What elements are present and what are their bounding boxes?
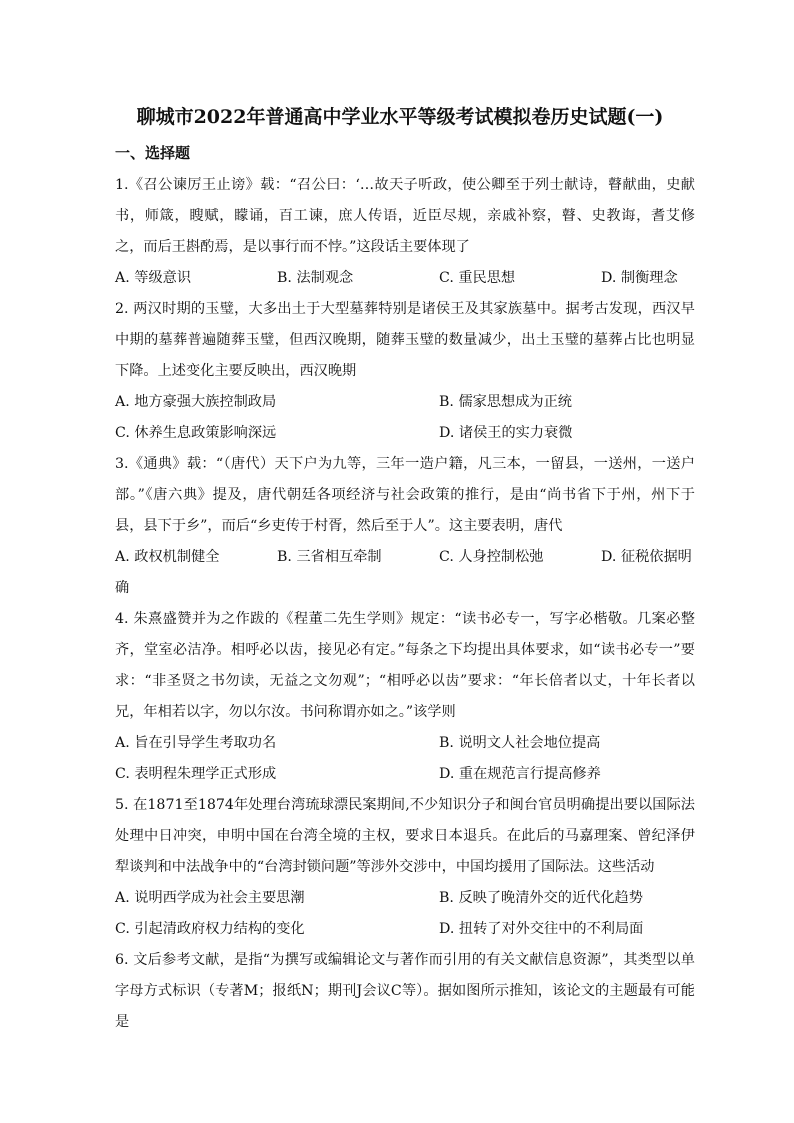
option-a[interactable]: A. 说明西学成为社会主要思潮: [115, 890, 305, 906]
option-d[interactable]: D. 诸侯王的实力衰微: [439, 425, 573, 441]
question-4-options-row2: [115, 759, 695, 790]
section-heading: 一、选择题: [115, 144, 191, 162]
question-3-stem: 3.《通典》载：“（唐代）天下户为九等，三年一造户籍，凡三本，一留县，一送州，一送户部。”《唐六典》提及，唐代朝廷各项经济与社会政策的推行，是由“尚书省下于州，州下于县，县下于乡”，而后“乡吏传于村胥，然后至于人”。这主要表明，唐代: [115, 456, 695, 534]
question-3-option-d-wrap: 确: [115, 580, 130, 596]
option-a[interactable]: A. 政权机制健全: [115, 549, 220, 565]
option-b[interactable]: B. 法制观念: [277, 270, 354, 286]
question-5-options-row2: [115, 914, 695, 945]
option-a[interactable]: A. 等级意识: [115, 270, 192, 286]
option-c[interactable]: C. 表明程朱理学正式形成: [115, 766, 277, 782]
question-1-stem: 1.《召公谏厉王止谤》载：“召公曰：‘…故天子听政，使公卿至于列士献诗，瞽献曲，史献书，师箴，瞍赋，矇诵，百工谏，庶人传语，近臣尽规，亲戚补察，瞽、史教诲，耆艾修之，而后王斟酌焉，是以事行而不悖。”这段话主要体现了: [115, 177, 695, 255]
question-2-stem: 2. 两汉时期的玉璧，大多出土于大型墓葬特别是诸侯王及其家族墓中。据考古发现，西汉早中期的墓葬普遍随葬玉璧，但西汉晚期，随葬玉璧的数量减少，出土玉璧的墓葬占比也明显下降。上述变化主要反映出，西汉晚期: [115, 301, 695, 379]
question-4-stem: 4. 朱熹盛赞并为之作跋的《程董二先生学则》规定：“读书必专一，写字必楷敬。几案必整齐，堂室必洁净。相呼必以齿，接见必有定。”每条之下均提出具体要求，如“读书必专一”要求：“非圣贤之书勿读，无益之文勿观”；“相呼必以齿”要求：“年长倍者以丈，十年长者以兄，年相若以字，勿以尔汝。书问称谓亦如之。”该学则: [115, 611, 695, 720]
option-b[interactable]: B. 儒家思想成为正统: [439, 394, 572, 410]
option-d[interactable]: D. 征税依据明: [601, 549, 692, 565]
option-c[interactable]: C. 重民思想: [439, 270, 516, 286]
question-2-options-row2: [115, 418, 695, 449]
question-1-options: [115, 263, 695, 294]
option-d[interactable]: D. 重在规范言行提高修养: [439, 766, 601, 782]
option-b[interactable]: B. 三省相互牵制: [277, 549, 382, 565]
option-a[interactable]: A. 旨在引导学生考取功名: [115, 735, 277, 751]
option-c[interactable]: C. 人身控制松弛: [439, 549, 544, 565]
option-d[interactable]: D. 扭转了对外交往中的不利局面: [439, 921, 644, 937]
question-6-stem: 6. 文后参考文献，是指“为撰写或编辑论文与著作而引用的有关文献信息资源”，其类型以单字母方式标识（专著M；报纸N；期刊J会议C等）。据如图所示推知，该论文的主题最有可能是: [115, 952, 695, 1030]
option-c[interactable]: C. 引起清政府权力结构的变化: [115, 921, 305, 937]
page-title: 聊城市2022年普通高中学业水平等级考试模拟卷历史试题(一): [136, 106, 664, 128]
question-2-options-row1: [115, 387, 695, 418]
question-5-stem: 5. 在1871至1874年处理台湾琉球漂民案期间,不少知识分子和闽台官员明确提出要以国际法处理中日冲突，申明中国在台湾全境的主权，要求日本退兵。在此后的马嘉理案、曾纪泽伊犁谈判和中法战争中的“台湾封锁问题”等涉外交涉中，中国均援用了国际法。这些活动: [115, 797, 695, 875]
question-4-options-row1: [115, 728, 695, 759]
option-d[interactable]: D. 制衡理念: [601, 270, 678, 286]
option-a[interactable]: A. 地方豪强大族控制政局: [115, 394, 277, 410]
option-b[interactable]: B. 说明文人社会地位提高: [439, 735, 601, 751]
option-b[interactable]: B. 反映了晚清外交的近代化趋势: [439, 890, 643, 906]
question-3-options: [115, 542, 695, 573]
option-c[interactable]: C. 休养生息政策影响深远: [115, 425, 277, 441]
question-5-options-row1: [115, 883, 695, 914]
